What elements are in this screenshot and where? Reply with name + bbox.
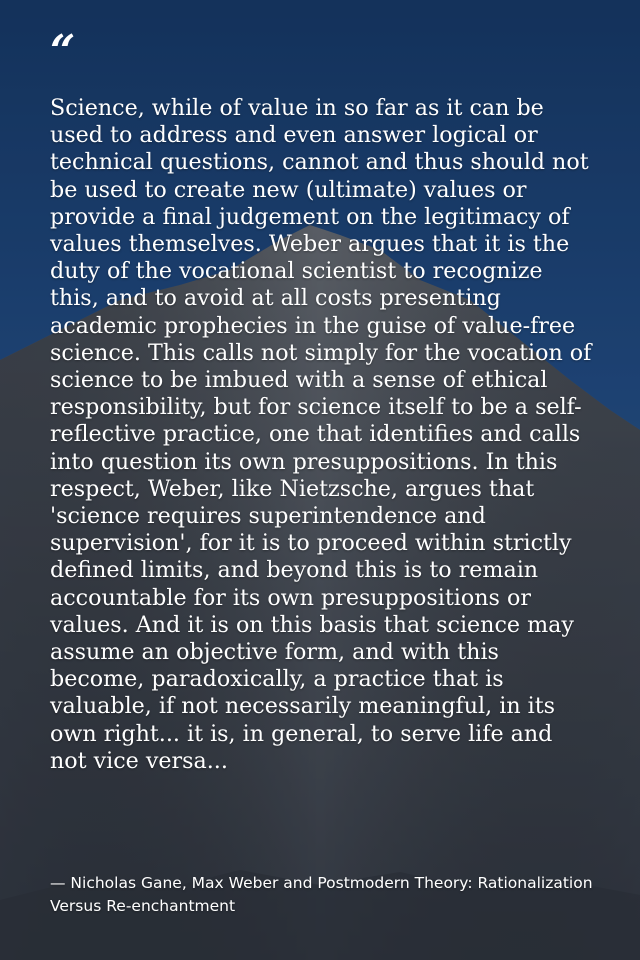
quote-mark-icon: “ — [50, 26, 76, 77]
quote-attribution: — Nicholas Gane, Max Weber and Postmodern Theory: Rationalization Versus Re-enchantment — [50, 874, 593, 915]
quote-text: Science, while of value in so far as it can be used to address and even answer logical or technical questions, cannot and thus should not be used to create new (ultimate) values or provide a final judgement on the legitimacy of values themselves. Weber argues that it is the duty of the vocational scientist to recognize this, and to avoid at all costs presenting academic prophecies in the guise of value-free science. This calls not simply for the vocation of science to be imbued with a sense of ethical responsibility, but for science itself to be a self-reflective practice, one that identifies and calls into question its own presuppositions. In this respect, Weber, like Nietzsche, argues that 'science requires superintendence and supervision', for it is to proceed within strictly defined limits, and beyond this is to remain accountable for its own presuppositions or values. And it is on this basis that science may assume an objective form, and with this become, paradoxically, a practice that is valuable, if not necessarily meaningful, in its own right... it is, in general, to serve life and not vice versa... — [50, 95, 592, 774]
